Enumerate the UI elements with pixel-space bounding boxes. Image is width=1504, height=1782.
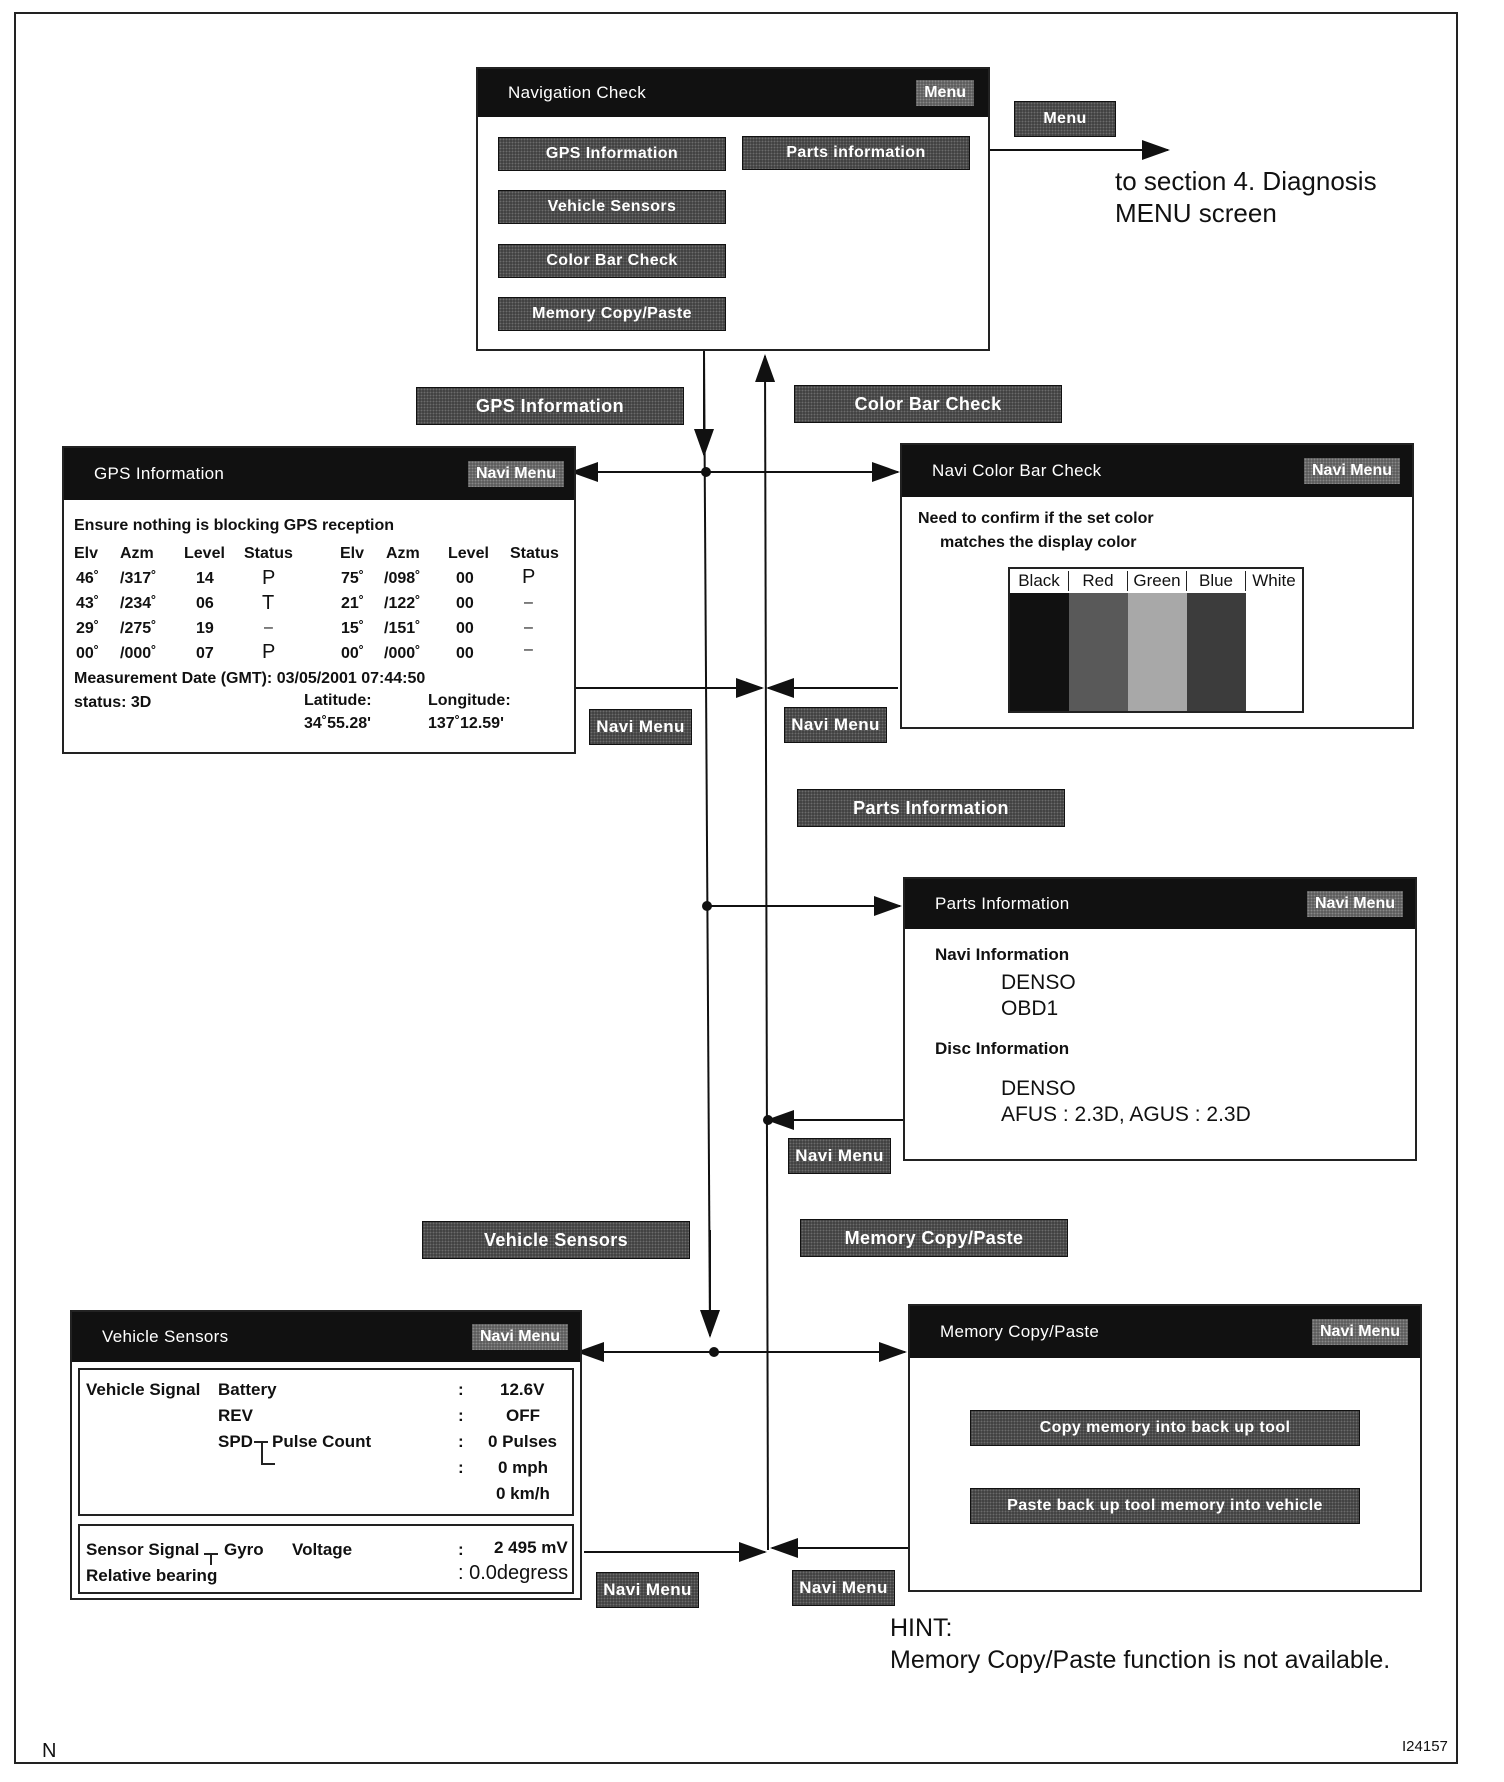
- color-bar-title: Navi Color Bar Check: [932, 461, 1102, 480]
- vehicle-navi-menu-return-button[interactable]: Navi Menu: [596, 1572, 699, 1608]
- vehicle-title: Vehicle Sensors: [102, 1327, 229, 1346]
- table-cell: 00: [456, 645, 474, 662]
- table-cell: /000˚: [120, 645, 157, 662]
- col-header: Azm: [120, 545, 154, 562]
- swatch-white: [1246, 593, 1302, 711]
- voltage-label: Voltage: [292, 1540, 353, 1559]
- table-cell: 07: [196, 645, 214, 662]
- gps-navi-menu-return-button[interactable]: Navi Menu: [589, 709, 692, 745]
- table-cell: /151˚: [384, 620, 421, 637]
- table-cell: P: [522, 566, 536, 588]
- color-bar-instruction-line2: matches the display color: [940, 534, 1137, 551]
- spd-label: SPD: [218, 1432, 253, 1451]
- navigation-check-screen: [476, 67, 990, 351]
- table-cell: 06: [196, 595, 214, 612]
- table-cell: /122˚: [384, 595, 421, 612]
- table-cell: /000˚: [384, 645, 421, 662]
- table-cell: /234˚: [120, 595, 157, 612]
- corner-letter: N: [42, 1740, 57, 1762]
- rev-label: REV: [218, 1406, 253, 1425]
- color-bar-check-screen: [900, 443, 1414, 729]
- sensor-signal-label: Sensor Signal: [86, 1540, 200, 1559]
- vehicle-signal-label: Vehicle Signal: [86, 1380, 201, 1399]
- color-header-row: [1010, 569, 1302, 594]
- kmh-value: 0 km/h: [496, 1484, 550, 1503]
- col-header: Status: [510, 545, 559, 562]
- table-cell: /098˚: [384, 570, 421, 587]
- gps-longitude-label: Longitude:: [428, 692, 511, 709]
- table-cell: 19: [196, 620, 214, 637]
- vehicle-sensors-button[interactable]: Vehicle Sensors: [498, 190, 726, 224]
- table-cell: 00: [456, 595, 474, 612]
- parts-title: Parts Information: [935, 894, 1070, 913]
- gps-title: GPS Information: [94, 464, 225, 483]
- disc-information-version: AFUS : 2.3D, AGUS : 2.3D: [1001, 1103, 1251, 1126]
- table-cell: /275˚: [120, 620, 157, 637]
- pulses-value: 0 Pulses: [488, 1432, 557, 1451]
- relative-bearing-label: Relative bearing: [86, 1566, 218, 1585]
- col-header: Level: [184, 545, 225, 562]
- color-bar-navi-menu-button[interactable]: Navi Menu: [1304, 458, 1400, 484]
- swatch-blue: [1187, 593, 1246, 711]
- table-cell: 00: [456, 570, 474, 587]
- navi-information-maker: DENSO: [1001, 971, 1076, 994]
- table-cell: 43˚: [76, 595, 100, 612]
- table-cell: 29˚: [76, 620, 100, 637]
- table-cell: –: [524, 594, 533, 611]
- gps-latitude-value: 34˚55.28': [304, 715, 371, 732]
- memory-title: Memory Copy/Paste: [940, 1322, 1100, 1341]
- menu-destination-line1: to section 4. Diagnosis: [1115, 166, 1377, 196]
- copy-memory-button[interactable]: Copy memory into back up tool: [970, 1410, 1360, 1446]
- gps-longitude-value: 137˚12.59': [428, 715, 504, 732]
- table-cell: P: [262, 641, 276, 663]
- color-bar-table: [1008, 567, 1304, 713]
- navi-information-model: OBD1: [1001, 997, 1059, 1020]
- memory-copy-paste-button[interactable]: Memory Copy/Paste: [498, 297, 726, 331]
- color-name-white: White: [1252, 571, 1296, 590]
- table-cell: 14: [196, 570, 214, 587]
- color-name-black: Black: [1010, 571, 1069, 591]
- parts-information-button[interactable]: Parts information: [742, 136, 970, 170]
- menu-button[interactable]: Menu: [916, 80, 974, 106]
- memory-navi-menu-return-button[interactable]: Navi Menu: [792, 1570, 895, 1606]
- swatch-green: [1128, 593, 1187, 711]
- color-name-green: Green: [1128, 571, 1187, 591]
- gps-measurement-date: Measurement Date (GMT): 03/05/2001 07:44:50: [74, 670, 426, 687]
- memory-copy-paste-flow-label: Memory Copy/Paste: [800, 1219, 1068, 1257]
- navi-information-label: Navi Information: [935, 945, 1070, 964]
- parts-navi-menu-button[interactable]: Navi Menu: [1307, 891, 1403, 917]
- col-header: Azm: [386, 545, 420, 562]
- color-bar-check-flow-label: Color Bar Check: [794, 385, 1062, 423]
- hint-label: HINT:: [890, 1614, 953, 1642]
- battery-colon: :: [458, 1380, 464, 1399]
- mph-colon: :: [458, 1458, 464, 1477]
- table-cell: –: [524, 619, 533, 636]
- color-bar-title-bar: [902, 445, 1412, 497]
- color-bar-check-button[interactable]: Color Bar Check: [498, 244, 726, 278]
- battery-label: Battery: [218, 1380, 277, 1399]
- table-cell: 21˚: [341, 595, 365, 612]
- gps-title-bar: [64, 448, 574, 500]
- battery-value: 12.6V: [500, 1380, 545, 1399]
- menu-link-button[interactable]: Menu: [1014, 101, 1116, 137]
- color-bar-instruction-line1: Need to confirm if the set color: [918, 510, 1154, 527]
- navigation-check-title: Navigation Check: [508, 83, 647, 102]
- disc-information-maker: DENSO: [1001, 1077, 1076, 1100]
- col-header: Status: [244, 545, 293, 562]
- gps-status: status: 3D: [74, 694, 152, 711]
- table-cell: /317˚: [120, 570, 157, 587]
- vehicle-sensors-screen: [70, 1310, 582, 1600]
- navigation-check-title-bar: [478, 69, 988, 117]
- col-header: Elv: [74, 545, 99, 562]
- table-cell: 15˚: [341, 620, 365, 637]
- color-name-blue: Blue: [1187, 571, 1246, 591]
- gyro-bracket-stem: [210, 1553, 212, 1565]
- vehicle-signal-panel: [78, 1368, 574, 1516]
- gps-latitude-label: Latitude:: [304, 692, 372, 709]
- table-cell: 00˚: [341, 645, 365, 662]
- figure-id: I24157: [1402, 1738, 1448, 1755]
- hint-text: Memory Copy/Paste function is not available.: [890, 1646, 1391, 1674]
- parts-information-screen: [903, 877, 1417, 1161]
- parts-information-flow-label: Parts Information: [797, 789, 1065, 827]
- swatch-red: [1069, 593, 1128, 711]
- voltage-value: 2 495 mV: [494, 1538, 568, 1557]
- menu-destination-line2: MENU screen: [1115, 198, 1277, 228]
- paste-memory-button[interactable]: Paste back up tool memory into vehicle: [970, 1488, 1360, 1524]
- color-bar-navi-menu-return-button[interactable]: Navi Menu: [784, 707, 887, 743]
- disc-information-label: Disc Information: [935, 1039, 1070, 1058]
- col-header: Elv: [340, 545, 365, 562]
- memory-navi-menu-button[interactable]: Navi Menu: [1312, 1319, 1408, 1345]
- table-cell: –: [524, 641, 533, 658]
- col-header: Level: [448, 545, 489, 562]
- mph-value: 0 mph: [498, 1458, 549, 1477]
- vehicle-title-bar: [72, 1312, 580, 1362]
- sensor-signal-panel: [78, 1524, 574, 1594]
- memory-title-bar: [910, 1306, 1420, 1358]
- gps-navi-menu-button[interactable]: Navi Menu: [468, 461, 564, 487]
- table-cell: T: [262, 592, 275, 614]
- gps-instruction: Ensure nothing is blocking GPS reception: [74, 517, 395, 534]
- gps-information-flow-label: GPS Information: [416, 387, 684, 425]
- vehicle-navi-menu-button[interactable]: Navi Menu: [472, 1324, 568, 1350]
- parts-navi-menu-return-button[interactable]: Navi Menu: [788, 1138, 891, 1174]
- parts-title-bar: [905, 879, 1415, 929]
- color-name-red: Red: [1069, 571, 1128, 591]
- rev-value: OFF: [506, 1406, 540, 1425]
- bearing-value: : 0.0degress: [458, 1562, 569, 1584]
- table-cell: P: [262, 567, 276, 589]
- vehicle-sensors-flow-label: Vehicle Sensors: [422, 1221, 690, 1259]
- swatch-black: [1010, 593, 1069, 711]
- voltage-colon: :: [458, 1540, 464, 1559]
- table-cell: 00˚: [76, 645, 100, 662]
- table-cell: 75˚: [341, 570, 365, 587]
- rev-colon: :: [458, 1406, 464, 1425]
- table-cell: 00: [456, 620, 474, 637]
- gps-information-screen: [62, 446, 576, 754]
- pulse-colon: :: [458, 1432, 464, 1451]
- table-cell: –: [264, 619, 273, 636]
- gps-information-button[interactable]: GPS Information: [498, 137, 726, 171]
- gyro-label: Gyro: [224, 1540, 264, 1559]
- memory-copy-paste-screen: [908, 1304, 1422, 1592]
- pulse-count-label: Pulse Count: [272, 1432, 372, 1451]
- table-cell: 46˚: [76, 570, 100, 587]
